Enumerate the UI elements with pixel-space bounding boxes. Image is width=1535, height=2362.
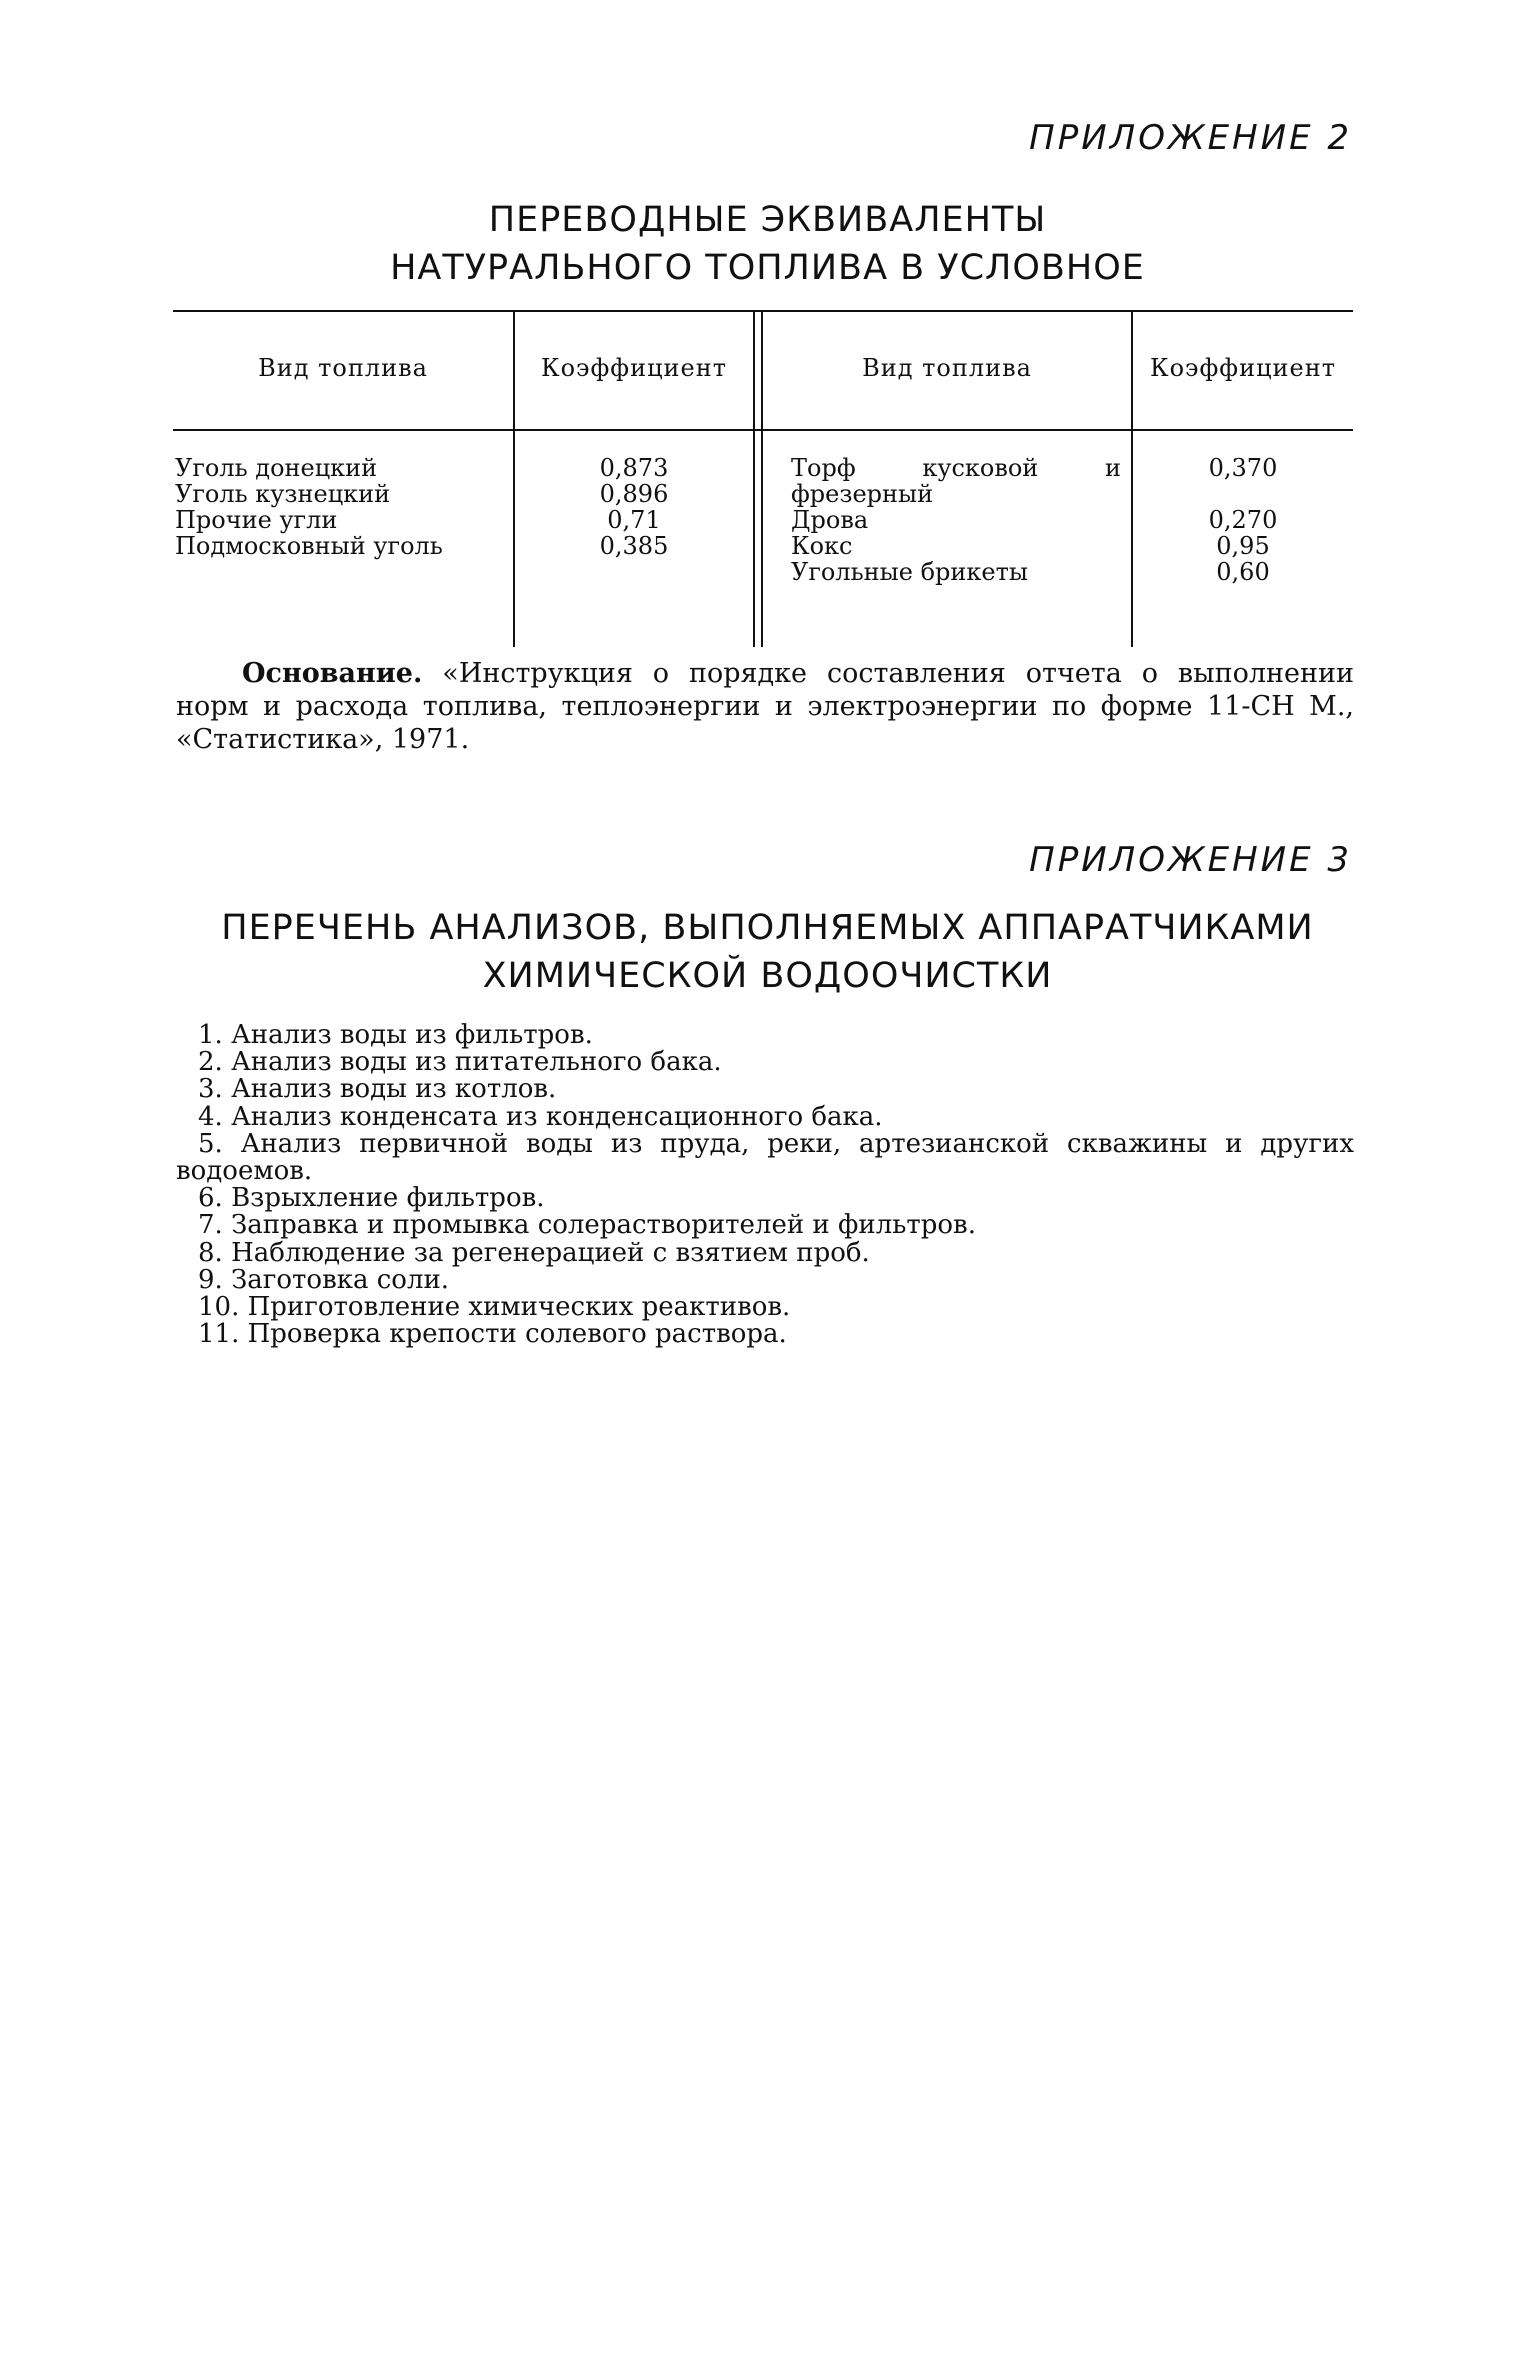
header-coefficient-left: Коэффициент [541,354,727,382]
appendix-3-title-line-1: ПЕРЕЧЕНЬ АНАЛИЗОВ, ВЫПОЛНЯЕМЫХ АППАРАТЧИКАМИ [221,908,1314,948]
table-cell: фрезерный [791,480,934,508]
list-item: 3. Анализ воды из котлов. [198,1074,557,1105]
table-cell: 0,60 [1216,558,1270,586]
appendix-2-title-line-1: ПЕРЕВОДНЫЕ ЭКВИВАЛЕНТЫ [488,200,1047,240]
table-cell: Угольные брикеты [791,558,1028,586]
table-cell: 0,873 [599,454,669,482]
basis-text: «Инструкция о порядке составления отчета о выполнении норм и расхода топлива, теплоэнергии и электроэнергии по форме 11-СН М., «Статистика», 1971. [176,658,1354,755]
table-cell: Подмосковный уголь [175,532,443,560]
table-cell: 0,71 [607,506,661,534]
table-cell: 0,95 [1216,532,1270,560]
right-coefficient-column [1133,455,1353,585]
appendix-2-title [0,196,1535,292]
list-item: 2. Анализ воды из питательного бака. [198,1047,722,1078]
table-cell: 0,270 [1208,506,1278,534]
list-item: 5. Анализ первичной воды из пруда, реки, артезианской скважины и других водоемов. [176,1128,1354,1187]
header-coefficient-right: Коэффициент [1150,354,1336,382]
list-item: 7. Заправка и промывка солерастворителей и фильтров. [198,1210,976,1241]
table-cell: Кокс [791,532,853,560]
list-item: 11. Проверка крепости солевого раствора. [198,1319,787,1350]
analyses-list [176,1022,1354,1348]
appendix-2-label: ПРИЛОЖЕНИЕ 2 [1029,118,1352,158]
appendix-3-title-line-2: ХИМИЧЕСКОЙ ВОДООЧИСТКИ [482,956,1053,996]
table-cell: 0,370 [1208,454,1278,482]
right-fuel-column [791,455,1121,585]
appendix-3-title [0,904,1535,1000]
table-cell: 0,896 [599,480,669,508]
list-item: 4. Анализ конденсата из конденсационного бака. [198,1101,883,1132]
list-item: 6. Взрыхление фильтров. [198,1183,545,1214]
appendix-2-title-line-2: НАТУРАЛЬНОГО ТОПЛИВА В УСЛОВНОЕ [390,248,1145,288]
fuel-equivalents-table [173,310,1353,647]
table-header-rule [173,429,1353,431]
list-item: 1. Анализ воды из фильтров. [198,1020,593,1050]
list-item: 9. Заготовка соли. [198,1264,450,1295]
appendix-3-label: ПРИЛОЖЕНИЕ 3 [1029,840,1352,880]
table-cell: Торф кусковой и [791,454,1121,482]
table-cell [1133,481,1353,507]
list-item: 8. Наблюдение за регенерацией с взятием проб. [198,1237,870,1268]
table-cell: Прочие угли [175,506,338,534]
table-cell: Уголь кузнецкий [175,480,391,508]
left-fuel-column [175,455,510,559]
table-cell: Дрова [791,506,869,534]
basis-label: Основание. [242,658,423,689]
table-divider [753,312,755,647]
list-item: 10. Приготовление химических реактивов. [198,1292,791,1323]
header-fuel-type-right: Вид топлива [862,354,1032,382]
table-cell: 0,385 [599,532,669,560]
basis-note [176,657,1354,756]
table-cell: Уголь донецкий [175,454,378,482]
left-coefficient-column [515,455,753,559]
header-fuel-type-left: Вид топлива [258,354,428,382]
